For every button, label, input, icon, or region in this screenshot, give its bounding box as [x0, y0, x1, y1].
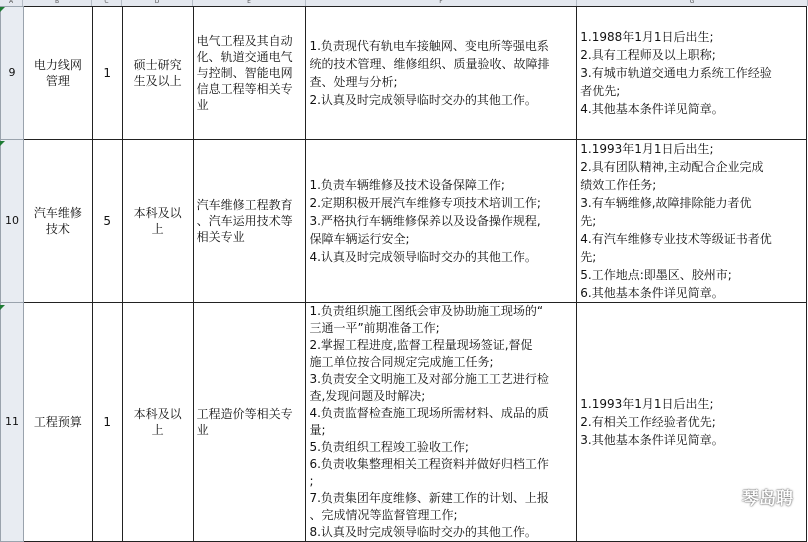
row-header[interactable]: 9	[1, 7, 24, 140]
cell-line: 1.1988年1月1日后出生;	[580, 30, 714, 44]
cell-line: 工程造价等相关专	[196, 407, 293, 421]
cell-line: 查、处理与分析;	[309, 75, 398, 89]
education-cell[interactable]	[122, 7, 193, 140]
cell-line: 汽车维修工程教育	[196, 198, 293, 212]
cell-line: 管理	[45, 74, 70, 88]
cell-line: 7.负责集团年度维修、新建工作的计划、上报	[309, 491, 549, 505]
cell-line: 、完成情况等监督管理工作;	[309, 508, 458, 522]
cell-line: 上	[151, 423, 164, 437]
cell-line: 4.认真及时完成领导临时交办的其他工作。	[309, 250, 537, 264]
education-cell[interactable]	[122, 140, 193, 303]
cell-line: 技术	[45, 222, 70, 236]
post-name-cell[interactable]	[23, 303, 92, 542]
table-row	[1, 303, 807, 542]
cell-line: 生及以上	[133, 74, 182, 88]
row-header[interactable]: 11	[1, 303, 24, 542]
wechat-logo-icon	[710, 486, 736, 508]
cell-line: 业	[196, 423, 209, 437]
cell-line: 3.有车辆维修,故障排除能力者优	[580, 196, 752, 210]
cell-line: 化、轨道交通电气	[196, 50, 293, 64]
column-header-f[interactable]: F	[306, 0, 577, 6]
cell-error-indicator	[0, 7, 5, 12]
cell-line: 查,发现问题及时解决;	[309, 389, 426, 403]
cell-line: 工程预算	[33, 415, 82, 429]
cell-line: 6.负责收集整理相关工程资料并做好归档工作	[309, 457, 549, 471]
cell-line: 信息工程等相关专	[196, 82, 293, 96]
cell-line: 8.认真及时完成领导临时交办的其他工作。	[309, 525, 537, 539]
cell-line: ;	[309, 474, 314, 488]
cell-line: 保障车辆运行安全;	[309, 232, 410, 246]
cell-line: 4.其他基本条件详见简章。	[580, 102, 724, 116]
education-cell[interactable]	[122, 303, 193, 542]
cell-line: 4.有汽车维修专业技术等级证书者优	[580, 232, 772, 246]
cell-error-indicator	[0, 305, 5, 310]
headcount-cell[interactable]: 5	[92, 140, 122, 303]
column-header-c[interactable]: C	[92, 0, 122, 6]
requirements-cell[interactable]	[577, 7, 807, 140]
table-row	[1, 140, 807, 303]
recruitment-table	[0, 6, 807, 542]
cell-line: 2.认真及时完成领导临时交办的其他工作。	[309, 93, 537, 107]
cell-line: 汽车维修	[33, 206, 82, 220]
column-header-d[interactable]: D	[122, 0, 193, 6]
watermark-text: 琴岛聘	[742, 489, 793, 509]
major-cell[interactable]	[193, 303, 306, 542]
cell-line: 先;	[580, 214, 597, 228]
cell-line: 三通一平”前期准备工作;	[309, 321, 440, 335]
cell-line: 2.具有工程师及以上职称;	[580, 48, 716, 62]
post-name-cell[interactable]	[23, 140, 92, 303]
duties-cell[interactable]	[306, 303, 577, 542]
cell-line: 施工单位按合同规定完成施工任务;	[309, 355, 494, 369]
major-cell[interactable]	[193, 7, 306, 140]
cell-line: 3.负责安全文明施工及对部分施工工艺进行检	[309, 372, 549, 386]
cell-line: 2.具有团队精神,主动配合企业完成	[580, 160, 764, 174]
cell-line: 业	[196, 98, 209, 112]
cell-line: 3.有城市轨道交通电力系统工作经验	[580, 66, 772, 80]
cell-line: 者优先;	[580, 84, 621, 98]
row-header[interactable]: 10	[1, 140, 24, 303]
cell-line: 统的技术管理、维修组织、质量验收、故障排	[309, 57, 550, 71]
watermark	[710, 484, 793, 509]
cell-line: 上	[151, 222, 164, 236]
cell-line: 本科及以	[133, 407, 182, 421]
post-name-cell[interactable]	[23, 7, 92, 140]
cell-line: 6.其他基本条件详见简章。	[580, 286, 724, 300]
cell-line: 、汽车运用技术等	[196, 214, 293, 228]
cell-line: 相关专业	[196, 230, 245, 244]
cell-line: 3.严格执行车辆维修保养以及设备操作规程,	[309, 214, 541, 228]
cell-line: 1.1993年1月1日后出生;	[580, 142, 714, 156]
cell-line: 与控制、智能电网	[196, 66, 293, 80]
cell-line: 1.1993年1月1日后出生;	[580, 397, 714, 411]
cell-line: 1.负责组织施工图纸会审及协助施工现场的“	[309, 304, 544, 318]
cell-line: 5.工作地点:即墨区、胶州市;	[580, 268, 732, 282]
cell-error-indicator	[0, 141, 5, 146]
cell-line: 量;	[309, 423, 326, 437]
requirements-cell[interactable]	[577, 140, 807, 303]
cell-line: 先;	[580, 250, 597, 264]
major-cell[interactable]	[193, 140, 306, 303]
cell-line: 本科及以	[133, 206, 182, 220]
cell-line: 1.负责现代有轨电车接触网、变电所等强电系	[309, 39, 549, 53]
duties-cell[interactable]	[306, 140, 577, 303]
headcount-cell[interactable]: 1	[92, 7, 122, 140]
cell-line: 3.其他基本条件详见简章。	[580, 433, 724, 447]
table-row	[1, 7, 807, 140]
cell-line: 1.负责车辆维修及技术设备保障工作;	[309, 178, 505, 192]
cell-line: 电力线网	[33, 58, 82, 72]
cell-line: 绩效工作任务;	[580, 178, 657, 192]
cell-line: 2.有相关工作经验者优先;	[580, 415, 716, 429]
cell-line: 5.负责组织工程竣工验收工作;	[309, 440, 469, 454]
column-header-b[interactable]: B	[23, 0, 92, 6]
cell-line: 2.定期积极开展汽车维修专项技术培训工作;	[309, 196, 541, 210]
cell-line: 2.掌握工程进度,监督工程量现场签证,督促	[309, 338, 533, 352]
cell-line: 电气工程及其自动	[196, 34, 293, 48]
headcount-cell[interactable]: 1	[92, 303, 122, 542]
cell-line: 4.负责监督检查施工现场所需材料、成品的质	[309, 406, 549, 420]
cell-line: 硕士研究	[133, 58, 182, 72]
column-header-a[interactable]: A	[0, 0, 23, 6]
column-header-g[interactable]: G	[577, 0, 808, 6]
column-header-e[interactable]: E	[193, 0, 306, 6]
duties-cell[interactable]	[306, 7, 577, 140]
